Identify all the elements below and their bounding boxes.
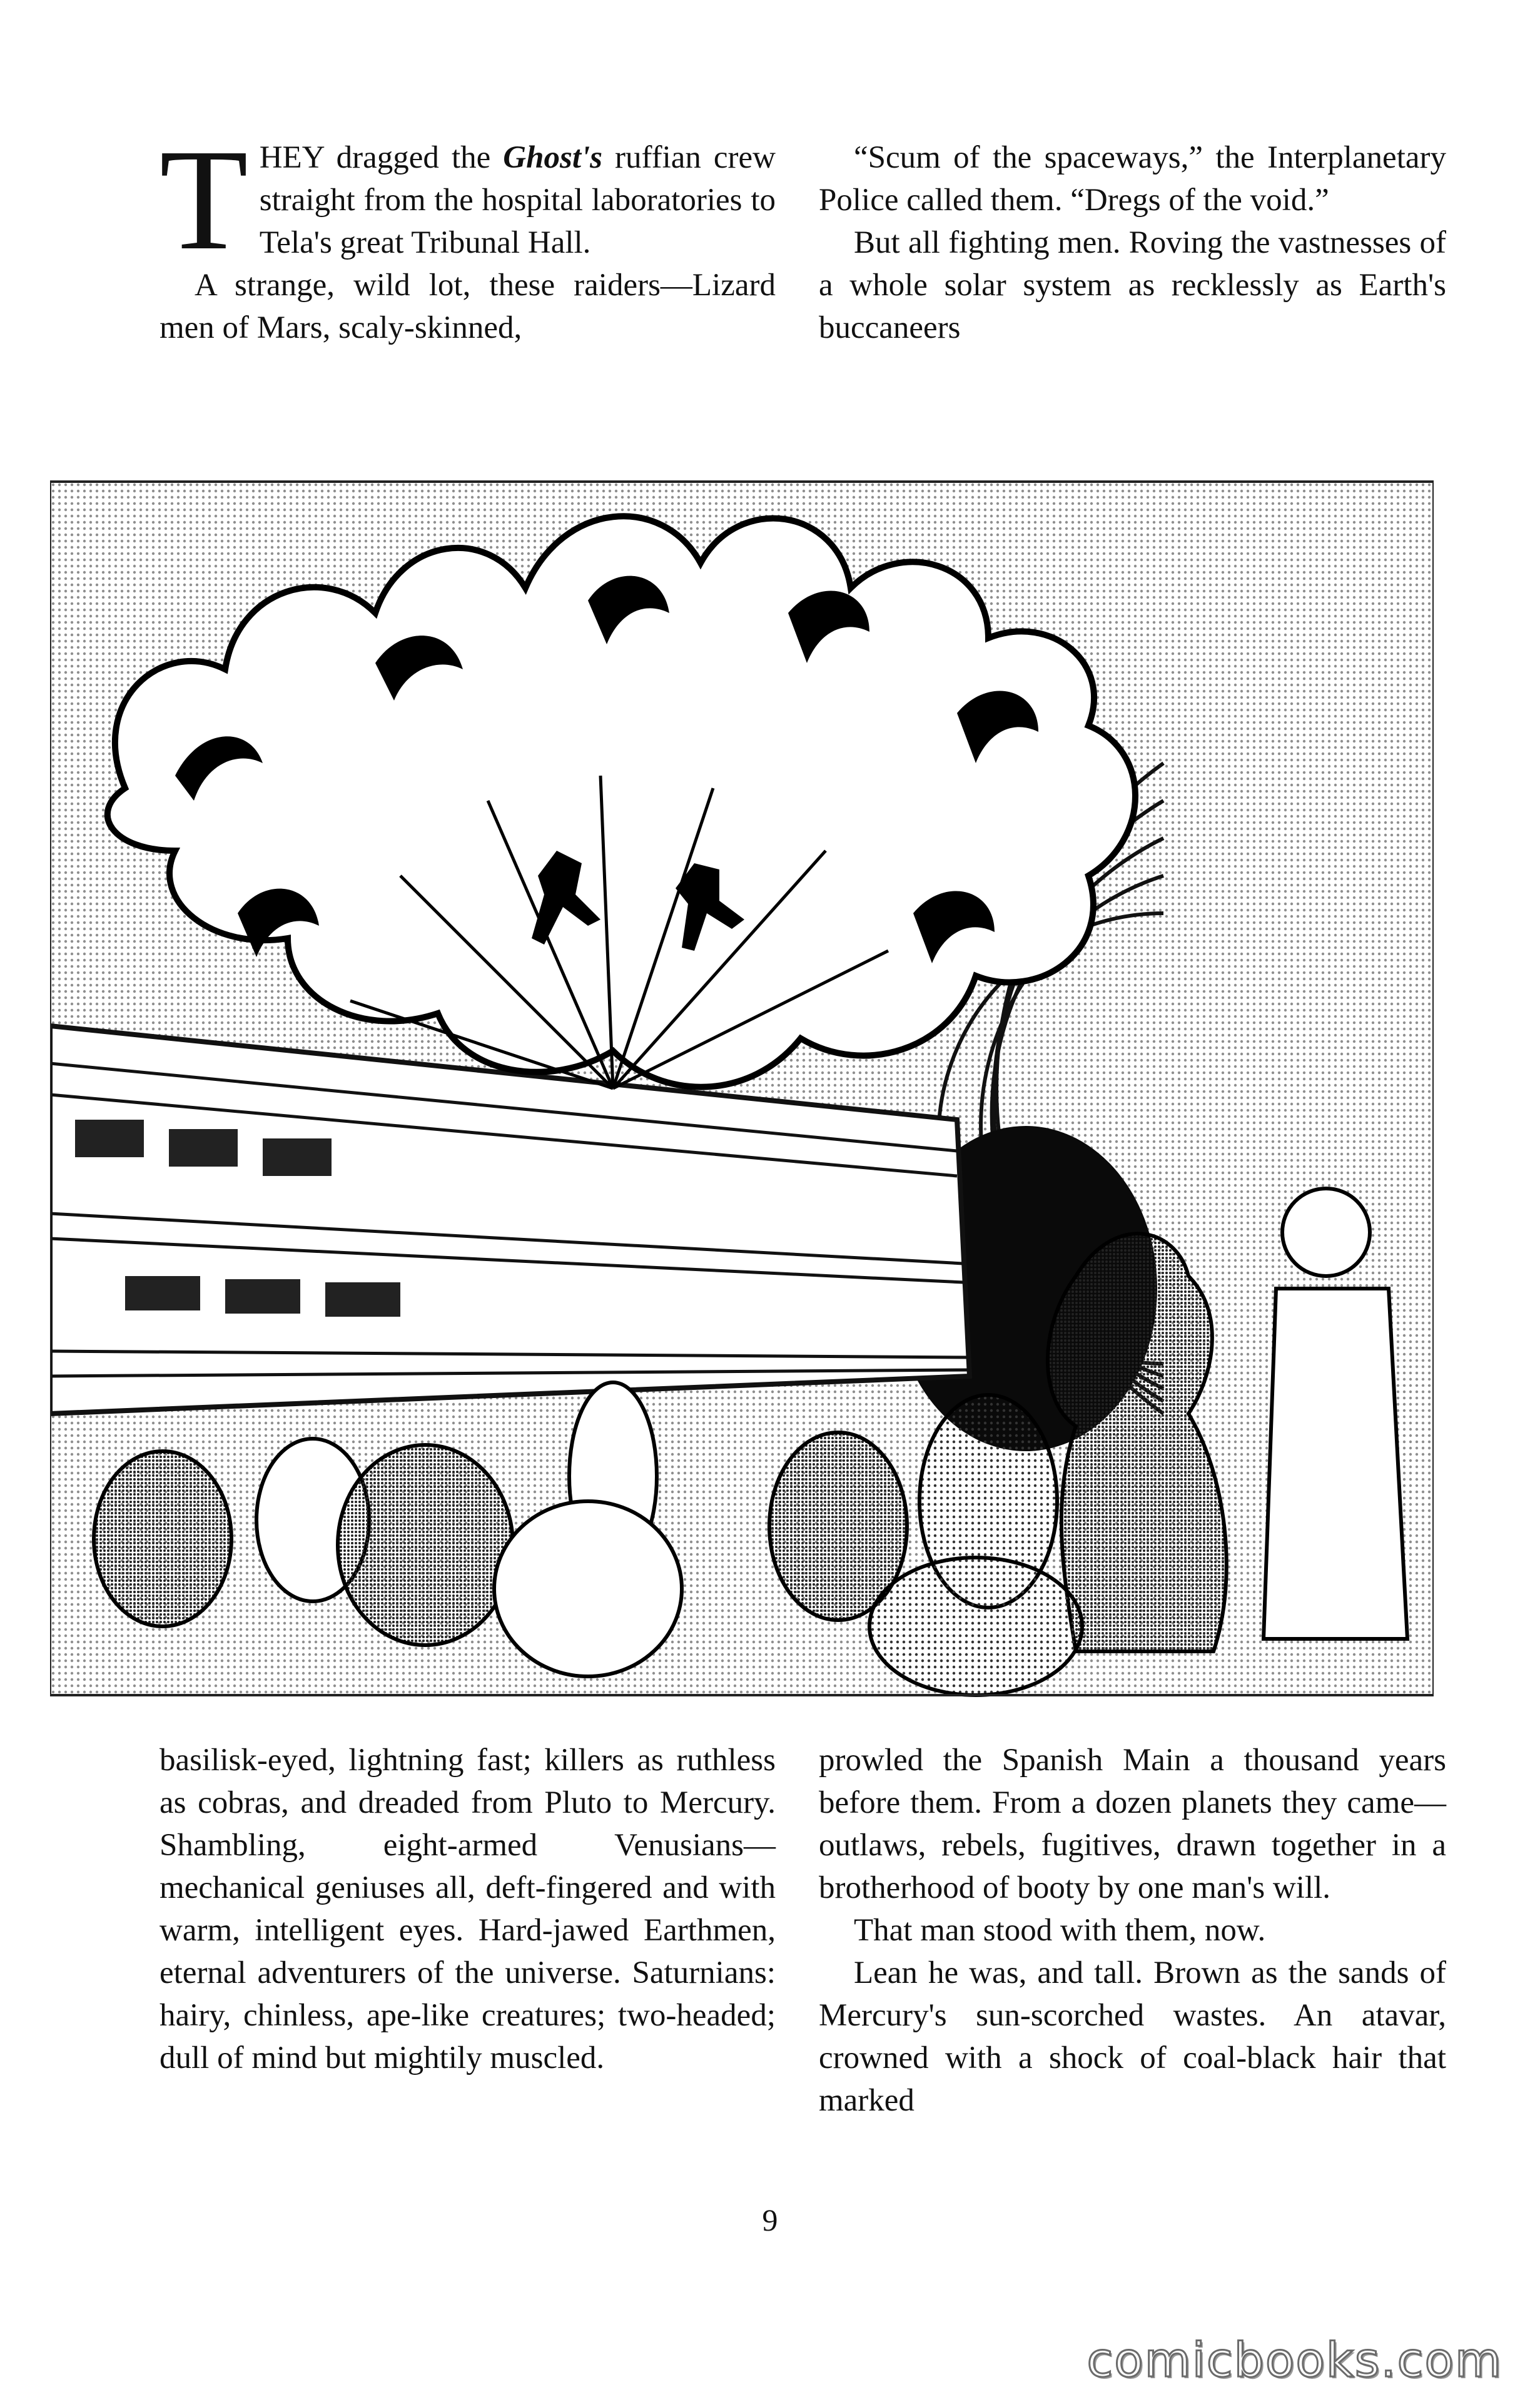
paragraph: prowled the Spanish Main a thousand years before them. From a dozen planets they came—outlaws, rebels, fugitives, drawn together in a brotherhood of booty by one man's will.	[819, 1743, 1446, 1905]
paragraph: But all fighting men. Roving the vastnesses of a whole solar system as recklessly as Earth's buccaneers	[819, 225, 1446, 345]
watermark-logo: comicbooks.com	[1087, 2332, 1502, 2388]
text-column-top-right	[819, 136, 1446, 349]
paragraph: “Scum of the spaceways,” the Interplanetary Police called them. “Dregs of the void.”	[819, 140, 1446, 218]
paragraph-text: ruffian crew straight from the hospital laboratories to Tela's great Tribunal Hall.	[259, 140, 776, 260]
paragraph: basilisk-eyed, lightning fast; killers as ruthless as cobras, and dreaded from Pluto to Mercury. Shambling, eight-armed Venusians—mechanical geniuses all, deft-fingered and with warm, intelligent eyes. Hard-jawed Earthmen, eternal adventurers of the universe. Saturnians: hairy, chinless, ape-like creatures; two-headed; dull of mind but mightily muscled.	[160, 1743, 776, 2075]
paragraph-opening	[160, 119, 776, 280]
explosion-illustration	[50, 400, 1434, 1701]
text-column-bottom-left	[160, 1739, 776, 2079]
ship-name: Ghost's	[503, 140, 603, 175]
paragraph: Lean he was, and tall. Brown as the sands of Mercury's sun-scorched wastes. An atavar, crowned with a shock of coal-black hair that marked	[819, 1955, 1446, 2118]
story-illustration	[50, 400, 1434, 1701]
text-column-bottom-right	[819, 1739, 1446, 2122]
paragraph-text: HEY dragged the	[259, 140, 504, 175]
text-column-top-left	[160, 119, 776, 349]
paragraph: A strange, wild lot, these raiders—Lizard men of Mars, scaly-skinned,	[160, 268, 776, 345]
paragraph: That man stood with them, now.	[854, 1913, 1266, 1948]
drop-cap: T	[160, 119, 248, 280]
page-number: 9	[762, 2202, 778, 2237]
